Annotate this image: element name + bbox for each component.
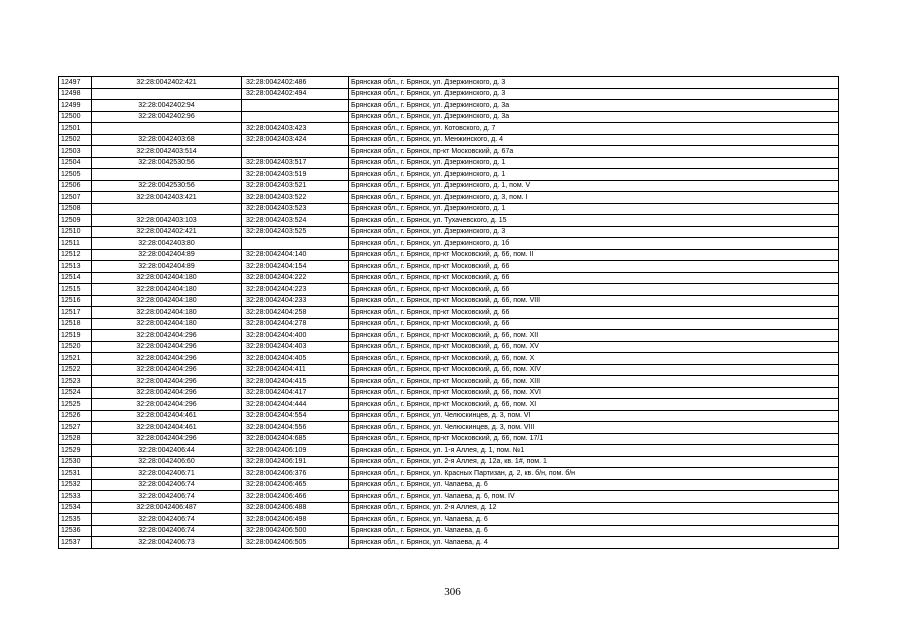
cadastral-table <box>58 76 839 549</box>
table-row <box>59 215 839 227</box>
new-cadastral-number-cell: 32:28:0042404:258 <box>242 307 349 319</box>
table-row <box>59 272 839 284</box>
table-row <box>59 123 839 135</box>
table-row <box>59 111 839 123</box>
old-cadastral-number-cell: 32:28:0042404:180 <box>92 272 242 284</box>
address-cell: Брянская обл., г. Брянск, пр-кт Московский, д. 66, пом. XI <box>349 399 839 411</box>
table-row <box>59 479 839 491</box>
old-cadastral-number-cell: 32:28:0042406:71 <box>92 468 242 480</box>
row-number-cell: 12507 <box>59 192 92 204</box>
old-cadastral-number-cell <box>92 203 242 215</box>
old-cadastral-number-cell: 32:28:0042404:180 <box>92 284 242 296</box>
row-number-cell: 12527 <box>59 422 92 434</box>
new-cadastral-number-cell: 32:28:0042404:405 <box>242 353 349 365</box>
new-cadastral-number-cell: 32:28:0042404:411 <box>242 364 349 376</box>
table-row <box>59 422 839 434</box>
old-cadastral-number-cell: 32:28:0042404:89 <box>92 249 242 261</box>
old-cadastral-number-cell: 32:28:0042404:296 <box>92 353 242 365</box>
row-number-cell: 12521 <box>59 353 92 365</box>
old-cadastral-number-cell: 32:28:0042406:73 <box>92 537 242 549</box>
address-cell: Брянская обл., г. Брянск, пр-кт Московский, д. 66, пом. XII <box>349 330 839 342</box>
old-cadastral-number-cell: 32:28:0042403:103 <box>92 215 242 227</box>
old-cadastral-number-cell: 32:28:0042530:56 <box>92 157 242 169</box>
old-cadastral-number-cell: 32:28:0042404:89 <box>92 261 242 273</box>
row-number-cell: 12510 <box>59 226 92 238</box>
table-row <box>59 445 839 457</box>
row-number-cell: 12499 <box>59 100 92 112</box>
old-cadastral-number-cell: 32:28:0042406:74 <box>92 525 242 537</box>
table-row <box>59 468 839 480</box>
row-number-cell: 12516 <box>59 295 92 307</box>
address-cell: Брянская обл., г. Брянск, пр-кт Московский, д. 66 <box>349 272 839 284</box>
new-cadastral-number-cell <box>242 111 349 123</box>
old-cadastral-number-cell: 32:28:0042404:296 <box>92 364 242 376</box>
new-cadastral-number-cell: 32:28:0042404:278 <box>242 318 349 330</box>
old-cadastral-number-cell: 32:28:0042404:180 <box>92 295 242 307</box>
new-cadastral-number-cell: 32:28:0042406:109 <box>242 445 349 457</box>
old-cadastral-number-cell: 32:28:0042402:96 <box>92 111 242 123</box>
new-cadastral-number-cell: 32:28:0042404:556 <box>242 422 349 434</box>
table-row <box>59 491 839 503</box>
old-cadastral-number-cell: 32:28:0042406:60 <box>92 456 242 468</box>
address-cell: Брянская обл., г. Брянск, ул. Чапаева, д. 4 <box>349 537 839 549</box>
new-cadastral-number-cell: 32:28:0042403:519 <box>242 169 349 181</box>
row-number-cell: 12497 <box>59 77 92 89</box>
old-cadastral-number-cell: 32:28:0042404:180 <box>92 318 242 330</box>
address-cell: Брянская обл., г. Брянск, ул. Котовского, д. 7 <box>349 123 839 135</box>
table-row <box>59 146 839 158</box>
address-cell: Брянская обл., г. Брянск, пр-кт Московский, д. 66, пом. XIII <box>349 376 839 388</box>
address-cell: Брянская обл., г. Брянск, ул. Чапаева, д. 6 <box>349 479 839 491</box>
new-cadastral-number-cell <box>242 146 349 158</box>
old-cadastral-number-cell: 32:28:0042403:421 <box>92 192 242 204</box>
old-cadastral-number-cell <box>92 169 242 181</box>
row-number-cell: 12500 <box>59 111 92 123</box>
old-cadastral-number-cell: 32:28:0042406:487 <box>92 502 242 514</box>
table-row <box>59 169 839 181</box>
row-number-cell: 12524 <box>59 387 92 399</box>
old-cadastral-number-cell: 32:28:0042404:296 <box>92 387 242 399</box>
row-number-cell: 12526 <box>59 410 92 422</box>
table-row <box>59 261 839 273</box>
row-number-cell: 12512 <box>59 249 92 261</box>
table-row <box>59 364 839 376</box>
new-cadastral-number-cell <box>242 238 349 250</box>
address-cell: Брянская обл., г. Брянск, пр-кт Московский, д. 66 <box>349 284 839 296</box>
row-number-cell: 12536 <box>59 525 92 537</box>
table-row <box>59 180 839 192</box>
address-cell: Брянская обл., г. Брянск, ул. Чапаева, д. 6, пом. IV <box>349 491 839 503</box>
row-number-cell: 12511 <box>59 238 92 250</box>
address-cell: Брянская обл., г. Брянск, ул. Дзержинского, д. 3 <box>349 226 839 238</box>
old-cadastral-number-cell: 32:28:0042406:74 <box>92 479 242 491</box>
new-cadastral-number-cell: 32:28:0042406:191 <box>242 456 349 468</box>
row-number-cell: 12519 <box>59 330 92 342</box>
address-cell: Брянская обл., г. Брянск, ул. Красных Партизан, д. 2, кв. б/н, пом. б/н <box>349 468 839 480</box>
address-cell: Брянская обл., г. Брянск, ул. Дзержинского, д. 3 <box>349 77 839 89</box>
table-row <box>59 249 839 261</box>
new-cadastral-number-cell: 32:28:0042403:525 <box>242 226 349 238</box>
new-cadastral-number-cell: 32:28:0042406:500 <box>242 525 349 537</box>
old-cadastral-number-cell <box>92 123 242 135</box>
old-cadastral-number-cell: 32:28:0042403:80 <box>92 238 242 250</box>
address-cell: Брянская обл., г. Брянск, ул. Челюскинцев, д. 3, пом. VIII <box>349 422 839 434</box>
row-number-cell: 12529 <box>59 445 92 457</box>
row-number-cell: 12517 <box>59 307 92 319</box>
old-cadastral-number-cell: 32:28:0042402:421 <box>92 77 242 89</box>
new-cadastral-number-cell: 32:28:0042406:505 <box>242 537 349 549</box>
new-cadastral-number-cell: 32:28:0042404:403 <box>242 341 349 353</box>
old-cadastral-number-cell <box>92 88 242 100</box>
address-cell: Брянская обл., г. Брянск, ул. Дзержинского, д. 3 <box>349 88 839 100</box>
table-row <box>59 387 839 399</box>
old-cadastral-number-cell: 32:28:0042404:296 <box>92 341 242 353</box>
row-number-cell: 12509 <box>59 215 92 227</box>
new-cadastral-number-cell: 32:28:0042403:522 <box>242 192 349 204</box>
table-row <box>59 295 839 307</box>
row-number-cell: 12534 <box>59 502 92 514</box>
table-row <box>59 456 839 468</box>
address-cell: Брянская обл., г. Брянск, ул. Дзержинского, д. 3а <box>349 100 839 112</box>
table-row <box>59 192 839 204</box>
row-number-cell: 12537 <box>59 537 92 549</box>
row-number-cell: 12525 <box>59 399 92 411</box>
new-cadastral-number-cell: 32:28:0042403:424 <box>242 134 349 146</box>
new-cadastral-number-cell: 32:28:0042403:523 <box>242 203 349 215</box>
row-number-cell: 12515 <box>59 284 92 296</box>
address-cell: Брянская обл., г. Брянск, ул. Чапаева, д. 6 <box>349 514 839 526</box>
row-number-cell: 12523 <box>59 376 92 388</box>
address-cell: Брянская обл., г. Брянск, ул. Дзержинского, д. 1б <box>349 238 839 250</box>
table-row <box>59 502 839 514</box>
table-row <box>59 525 839 537</box>
new-cadastral-number-cell: 32:28:0042403:521 <box>242 180 349 192</box>
table-row <box>59 376 839 388</box>
old-cadastral-number-cell: 32:28:0042402:94 <box>92 100 242 112</box>
new-cadastral-number-cell: 32:28:0042402:486 <box>242 77 349 89</box>
address-cell: Брянская обл., г. Брянск, пр-кт Московский, д. 66 <box>349 318 839 330</box>
new-cadastral-number-cell: 32:28:0042404:140 <box>242 249 349 261</box>
old-cadastral-number-cell: 32:28:0042406:74 <box>92 514 242 526</box>
page-number: 306 <box>444 586 461 598</box>
row-number-cell: 12533 <box>59 491 92 503</box>
old-cadastral-number-cell: 32:28:0042404:461 <box>92 422 242 434</box>
new-cadastral-number-cell: 32:28:0042403:517 <box>242 157 349 169</box>
new-cadastral-number-cell: 32:28:0042406:376 <box>242 468 349 480</box>
table-row <box>59 307 839 319</box>
address-cell: Брянская обл., г. Брянск, ул. Тухачевского, д. 15 <box>349 215 839 227</box>
table-row <box>59 341 839 353</box>
old-cadastral-number-cell: 32:28:0042404:296 <box>92 330 242 342</box>
new-cadastral-number-cell: 32:28:0042404:222 <box>242 272 349 284</box>
row-number-cell: 12531 <box>59 468 92 480</box>
new-cadastral-number-cell: 32:28:0042406:488 <box>242 502 349 514</box>
table-row <box>59 514 839 526</box>
new-cadastral-number-cell: 32:28:0042404:400 <box>242 330 349 342</box>
row-number-cell: 12498 <box>59 88 92 100</box>
old-cadastral-number-cell: 32:28:0042404:296 <box>92 433 242 445</box>
table-row <box>59 77 839 89</box>
row-number-cell: 12506 <box>59 180 92 192</box>
new-cadastral-number-cell: 32:28:0042403:524 <box>242 215 349 227</box>
row-number-cell: 12535 <box>59 514 92 526</box>
old-cadastral-number-cell: 32:28:0042406:74 <box>92 491 242 503</box>
table-row <box>59 410 839 422</box>
address-cell: Брянская обл., г. Брянск, пр-кт Московский, д. 66, пом. XV <box>349 341 839 353</box>
row-number-cell: 12518 <box>59 318 92 330</box>
table-row <box>59 433 839 445</box>
new-cadastral-number-cell: 32:28:0042406:498 <box>242 514 349 526</box>
new-cadastral-number-cell: 32:28:0042406:465 <box>242 479 349 491</box>
table-row <box>59 226 839 238</box>
new-cadastral-number-cell <box>242 100 349 112</box>
address-cell: Брянская обл., г. Брянск, пр-кт Московский, д. 66, пом. II <box>349 249 839 261</box>
row-number-cell: 12513 <box>59 261 92 273</box>
row-number-cell: 12532 <box>59 479 92 491</box>
address-cell: Брянская обл., г. Брянск, ул. 2-я Аллея, д. 12а, кв. 1#, пом. 1 <box>349 456 839 468</box>
address-cell: Брянская обл., г. Брянск, ул. Дзержинского, д. 3а <box>349 111 839 123</box>
new-cadastral-number-cell: 32:28:0042404:554 <box>242 410 349 422</box>
row-number-cell: 12502 <box>59 134 92 146</box>
row-number-cell: 12530 <box>59 456 92 468</box>
address-cell: Брянская обл., г. Брянск, ул. Дзержинского, д. 1 <box>349 169 839 181</box>
old-cadastral-number-cell: 32:28:0042402:421 <box>92 226 242 238</box>
address-cell: Брянская обл., г. Брянск, пр-кт Московский, д. 66, пом. VIII <box>349 295 839 307</box>
old-cadastral-number-cell: 32:28:0042404:180 <box>92 307 242 319</box>
new-cadastral-number-cell: 32:28:0042404:223 <box>242 284 349 296</box>
row-number-cell: 12508 <box>59 203 92 215</box>
table-row <box>59 399 839 411</box>
new-cadastral-number-cell: 32:28:0042404:444 <box>242 399 349 411</box>
new-cadastral-number-cell: 32:28:0042404:417 <box>242 387 349 399</box>
old-cadastral-number-cell: 32:28:0042403:514 <box>92 146 242 158</box>
table-row <box>59 537 839 549</box>
old-cadastral-number-cell: 32:28:0042404:296 <box>92 376 242 388</box>
new-cadastral-number-cell: 32:28:0042404:685 <box>242 433 349 445</box>
table-row <box>59 134 839 146</box>
row-number-cell: 12503 <box>59 146 92 158</box>
address-cell: Брянская обл., г. Брянск, ул. 2-я Аллея, д. 12 <box>349 502 839 514</box>
new-cadastral-number-cell: 32:28:0042404:154 <box>242 261 349 273</box>
address-cell: Брянская обл., г. Брянск, ул. Чапаева, д. 6 <box>349 525 839 537</box>
table-row <box>59 318 839 330</box>
new-cadastral-number-cell: 32:28:0042404:415 <box>242 376 349 388</box>
table-row <box>59 88 839 100</box>
old-cadastral-number-cell: 32:28:0042404:461 <box>92 410 242 422</box>
address-cell: Брянская обл., г. Брянск, ул. Дзержинского, д. 1 <box>349 203 839 215</box>
table-row <box>59 203 839 215</box>
address-cell: Брянская обл., г. Брянск, пр-кт Московский, д. 67а <box>349 146 839 158</box>
address-cell: Брянская обл., г. Брянск, ул. Дзержинского, д. 3, пом. I <box>349 192 839 204</box>
new-cadastral-number-cell: 32:28:0042404:233 <box>242 295 349 307</box>
address-cell: Брянская обл., г. Брянск, пр-кт Московский, д. 66 <box>349 307 839 319</box>
row-number-cell: 12522 <box>59 364 92 376</box>
address-cell: Брянская обл., г. Брянск, пр-кт Московский, д. 66, пом. XVI <box>349 387 839 399</box>
address-cell: Брянская обл., г. Брянск, ул. Менжинского, д. 4 <box>349 134 839 146</box>
address-cell: Брянская обл., г. Брянск, пр-кт Московский, д. 66, пом. XIV <box>349 364 839 376</box>
old-cadastral-number-cell: 32:28:0042406:44 <box>92 445 242 457</box>
table-row <box>59 100 839 112</box>
address-cell: Брянская обл., г. Брянск, ул. Дзержинского, д. 1 <box>349 157 839 169</box>
row-number-cell: 12505 <box>59 169 92 181</box>
row-number-cell: 12514 <box>59 272 92 284</box>
table-body <box>59 77 839 549</box>
address-cell: Брянская обл., г. Брянск, пр-кт Московский, д. 66, пом. 17/1 <box>349 433 839 445</box>
table-row <box>59 238 839 250</box>
row-number-cell: 12504 <box>59 157 92 169</box>
table-row <box>59 353 839 365</box>
row-number-cell: 12501 <box>59 123 92 135</box>
address-cell: Брянская обл., г. Брянск, пр-кт Московский, д. 66 <box>349 261 839 273</box>
table-row <box>59 330 839 342</box>
address-cell: Брянская обл., г. Брянск, ул. Дзержинского, д. 1, пом. V <box>349 180 839 192</box>
old-cadastral-number-cell: 32:28:0042403:68 <box>92 134 242 146</box>
address-cell: Брянская обл., г. Брянск, пр-кт Московский, д. 66, пом. X <box>349 353 839 365</box>
old-cadastral-number-cell: 32:28:0042530:56 <box>92 180 242 192</box>
table-row <box>59 157 839 169</box>
new-cadastral-number-cell: 32:28:0042403:423 <box>242 123 349 135</box>
new-cadastral-number-cell: 32:28:0042406:466 <box>242 491 349 503</box>
address-cell: Брянская обл., г. Брянск, ул. Челюскинцев, д. 3, пом. VI <box>349 410 839 422</box>
row-number-cell: 12520 <box>59 341 92 353</box>
old-cadastral-number-cell: 32:28:0042404:296 <box>92 399 242 411</box>
row-number-cell: 12528 <box>59 433 92 445</box>
new-cadastral-number-cell: 32:28:0042402:494 <box>242 88 349 100</box>
address-cell: Брянская обл., г. Брянск, ул. 1-я Аллея, д. 1, пом. №1 <box>349 445 839 457</box>
table-row <box>59 284 839 296</box>
